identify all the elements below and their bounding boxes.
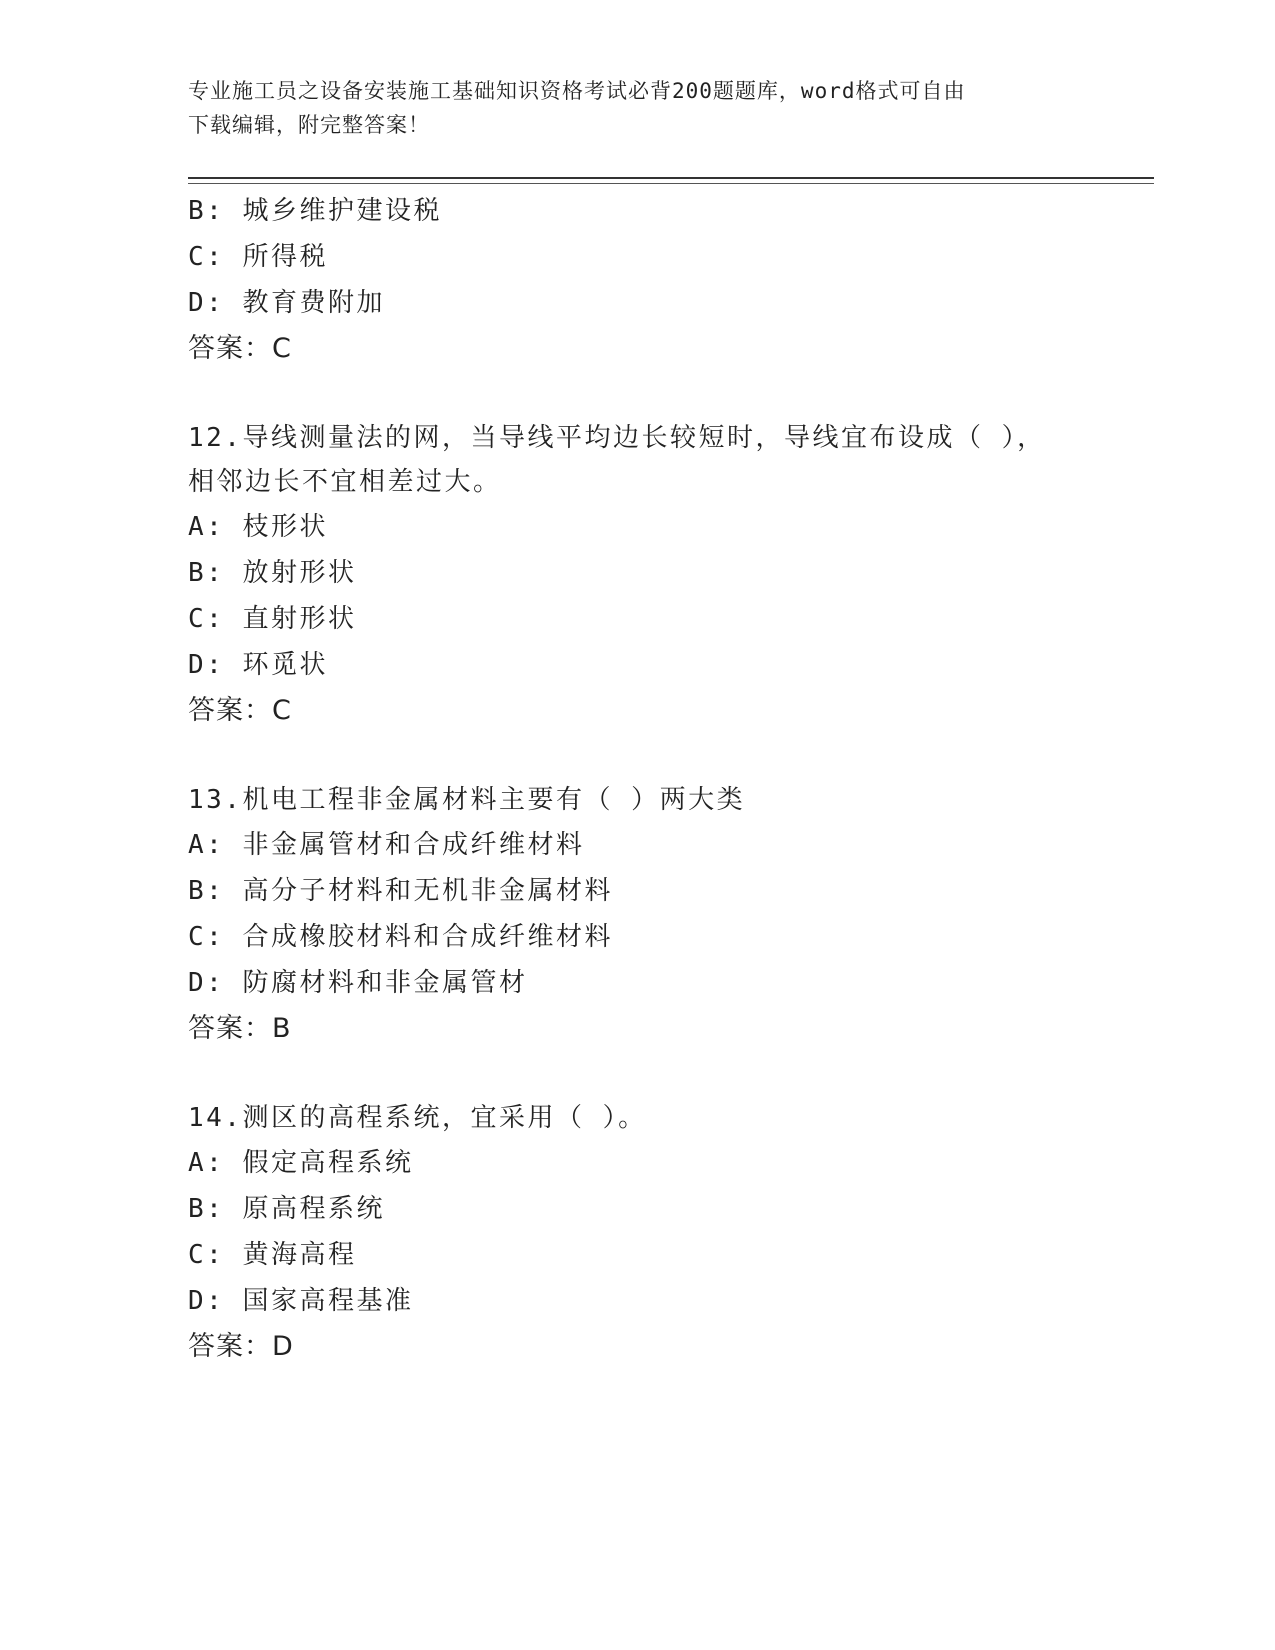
option-a: A: 枝形状 xyxy=(188,512,328,542)
document-header xyxy=(188,74,1088,142)
option-c: C: 直射形状 xyxy=(188,604,357,634)
question-14 xyxy=(188,1096,1088,1370)
answer-line: 答案：C xyxy=(188,333,292,364)
option-b: B: 高分子材料和无机非金属材料 xyxy=(188,876,613,906)
header-divider-thick xyxy=(188,177,1154,179)
spacer xyxy=(188,1052,1088,1096)
option-a: A: 假定高程系统 xyxy=(188,1148,414,1178)
option-d: D: 环觅状 xyxy=(188,650,328,680)
spacer xyxy=(188,734,1088,778)
option-c: C: 合成橡胶材料和合成纤维材料 xyxy=(188,922,613,952)
option-b: B: 放射形状 xyxy=(188,558,357,588)
option-d: D: 教育费附加 xyxy=(188,288,385,318)
header-divider-thin xyxy=(188,183,1154,184)
question-stem-line: 12.导线测量法的网，当导线平均边长较短时，导线宜布设成（ ）， xyxy=(188,423,1046,453)
answer-line: 答案：C xyxy=(188,695,292,726)
spacer xyxy=(188,372,1088,416)
question-12 xyxy=(188,416,1088,734)
header-line-2: 下载编辑，附完整答案！ xyxy=(188,113,430,137)
option-c: C: 黄海高程 xyxy=(188,1240,357,1270)
option-c: C: 所得税 xyxy=(188,242,328,272)
question-stem-line: 14.测区的高程系统，宜采用（ ）。 xyxy=(188,1103,647,1133)
question-list xyxy=(188,188,1088,1370)
option-d: D: 国家高程基准 xyxy=(188,1286,414,1316)
option-a: A: 非金属管材和合成纤维材料 xyxy=(188,830,585,860)
question-11-continuation xyxy=(188,188,1088,372)
option-b: B: 城乡维护建设税 xyxy=(188,196,442,226)
answer-line: 答案：B xyxy=(188,1013,292,1044)
question-13 xyxy=(188,778,1088,1052)
question-stem-line: 相邻边长不宜相差过大。 xyxy=(188,467,502,497)
question-stem-line: 13.机电工程非金属材料主要有（ ）两大类 xyxy=(188,785,746,815)
header-line-1: 专业施工员之设备安装施工基础知识资格考试必背200题题库，word格式可自由 xyxy=(188,79,966,103)
option-d: D: 防腐材料和非金属管材 xyxy=(188,968,528,998)
answer-line: 答案：D xyxy=(188,1331,294,1362)
option-b: B: 原高程系统 xyxy=(188,1194,385,1224)
